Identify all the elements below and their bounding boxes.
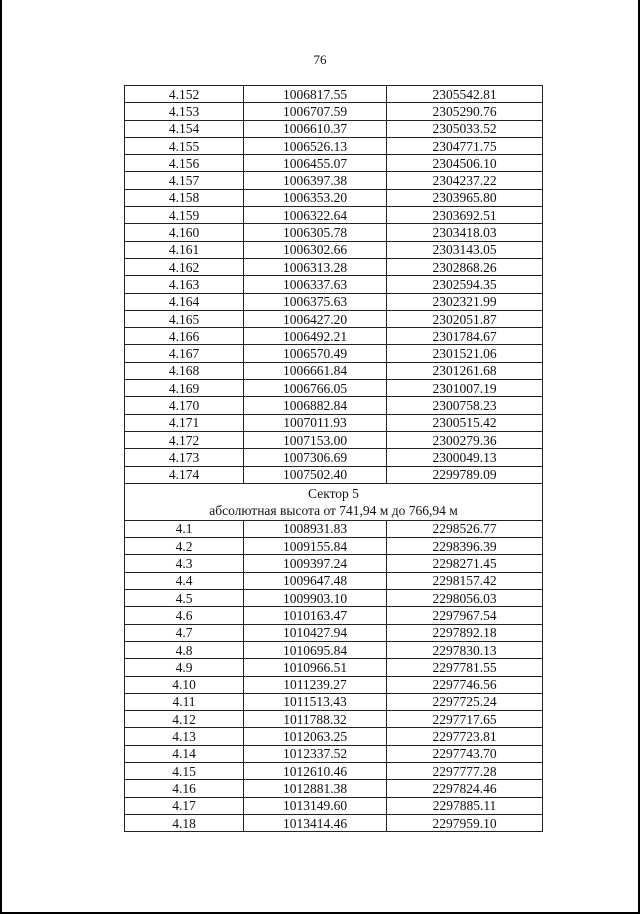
table-row <box>125 414 543 431</box>
table-row <box>125 555 543 572</box>
table-row <box>125 676 543 693</box>
sector-header-row <box>125 483 543 520</box>
y-coordinate-cell: 2303965.80 <box>387 189 543 206</box>
table-section-a <box>125 86 543 484</box>
point-number-cell: 4.2 <box>125 538 244 555</box>
y-coordinate-cell: 2298271.45 <box>387 555 543 572</box>
y-coordinate-cell: 2297892.18 <box>387 624 543 641</box>
point-number-cell: 4.172 <box>125 431 244 448</box>
x-coordinate-cell: 1008931.83 <box>244 520 387 537</box>
x-coordinate-cell: 1006526.13 <box>244 137 387 154</box>
x-coordinate-cell: 1007153.00 <box>244 431 387 448</box>
x-coordinate-cell: 1006882.84 <box>244 397 387 414</box>
point-number-cell: 4.153 <box>125 103 244 120</box>
point-number-cell: 4.170 <box>125 397 244 414</box>
table-row <box>125 276 543 293</box>
point-number-cell: 4.161 <box>125 241 244 258</box>
x-coordinate-cell: 1006305.78 <box>244 224 387 241</box>
x-coordinate-cell: 1013149.60 <box>244 797 387 814</box>
y-coordinate-cell: 2297777.28 <box>387 762 543 779</box>
table-row <box>125 711 543 728</box>
point-number-cell: 4.18 <box>125 814 244 831</box>
point-number-cell: 4.17 <box>125 797 244 814</box>
x-coordinate-cell: 1007502.40 <box>244 466 387 483</box>
y-coordinate-cell: 2298396.39 <box>387 538 543 555</box>
point-number-cell: 4.4 <box>125 572 244 589</box>
point-number-cell: 4.174 <box>125 466 244 483</box>
point-number-cell: 4.158 <box>125 189 244 206</box>
x-coordinate-cell: 1006337.63 <box>244 276 387 293</box>
y-coordinate-cell: 2298157.42 <box>387 572 543 589</box>
x-coordinate-cell: 1012337.52 <box>244 745 387 762</box>
point-number-cell: 4.152 <box>125 86 244 103</box>
table-row <box>125 520 543 537</box>
x-coordinate-cell: 1006313.28 <box>244 258 387 275</box>
table-row <box>125 380 543 397</box>
x-coordinate-cell: 1006353.20 <box>244 189 387 206</box>
y-coordinate-cell: 2297959.10 <box>387 814 543 831</box>
point-number-cell: 4.164 <box>125 293 244 310</box>
table-row <box>125 728 543 745</box>
y-coordinate-cell: 2297824.46 <box>387 780 543 797</box>
point-number-cell: 4.11 <box>125 693 244 710</box>
table-row <box>125 797 543 814</box>
y-coordinate-cell: 2297885.11 <box>387 797 543 814</box>
point-number-cell: 4.13 <box>125 728 244 745</box>
point-number-cell: 4.159 <box>125 207 244 224</box>
point-number-cell: 4.171 <box>125 414 244 431</box>
point-number-cell: 4.165 <box>125 310 244 327</box>
sector-header-section <box>125 483 543 520</box>
table-row <box>125 624 543 641</box>
y-coordinate-cell: 2302594.35 <box>387 276 543 293</box>
point-number-cell: 4.1 <box>125 520 244 537</box>
table-row <box>125 814 543 831</box>
y-coordinate-cell: 2297746.56 <box>387 676 543 693</box>
x-coordinate-cell: 1006322.64 <box>244 207 387 224</box>
x-coordinate-cell: 1006427.20 <box>244 310 387 327</box>
y-coordinate-cell: 2298056.03 <box>387 590 543 607</box>
table-row <box>125 590 543 607</box>
x-coordinate-cell: 1006492.21 <box>244 328 387 345</box>
table-row <box>125 659 543 676</box>
point-number-cell: 4.6 <box>125 607 244 624</box>
table-row <box>125 449 543 466</box>
table-row <box>125 745 543 762</box>
table-row <box>125 155 543 172</box>
y-coordinate-cell: 2302321.99 <box>387 293 543 310</box>
x-coordinate-cell: 1010695.84 <box>244 641 387 658</box>
point-number-cell: 4.156 <box>125 155 244 172</box>
table-row <box>125 310 543 327</box>
x-coordinate-cell: 1006455.07 <box>244 155 387 172</box>
table-row <box>125 328 543 345</box>
point-number-cell: 4.16 <box>125 780 244 797</box>
table-row <box>125 362 543 379</box>
table-row <box>125 189 543 206</box>
y-coordinate-cell: 2300515.42 <box>387 414 543 431</box>
x-coordinate-cell: 1006766.05 <box>244 380 387 397</box>
x-coordinate-cell: 1010163.47 <box>244 607 387 624</box>
x-coordinate-cell: 1013414.46 <box>244 814 387 831</box>
table-row <box>125 120 543 137</box>
x-coordinate-cell: 1011239.27 <box>244 676 387 693</box>
y-coordinate-cell: 2297967.54 <box>387 607 543 624</box>
point-number-cell: 4.7 <box>125 624 244 641</box>
point-number-cell: 4.154 <box>125 120 244 137</box>
y-coordinate-cell: 2304771.75 <box>387 137 543 154</box>
y-coordinate-cell: 2303418.03 <box>387 224 543 241</box>
point-number-cell: 4.167 <box>125 345 244 362</box>
table-row <box>125 466 543 483</box>
point-number-cell: 4.14 <box>125 745 244 762</box>
x-coordinate-cell: 1011788.32 <box>244 711 387 728</box>
table-row <box>125 431 543 448</box>
table-section-b <box>125 520 543 831</box>
y-coordinate-cell: 2300049.13 <box>387 449 543 466</box>
x-coordinate-cell: 1009155.84 <box>244 538 387 555</box>
page-number: 76 <box>313 52 327 67</box>
point-number-cell: 4.155 <box>125 137 244 154</box>
point-number-cell: 4.168 <box>125 362 244 379</box>
y-coordinate-cell: 2302051.87 <box>387 310 543 327</box>
x-coordinate-cell: 1006610.37 <box>244 120 387 137</box>
y-coordinate-cell: 2304506.10 <box>387 155 543 172</box>
y-coordinate-cell: 2297717.65 <box>387 711 543 728</box>
table-row <box>125 538 543 555</box>
x-coordinate-cell: 1010966.51 <box>244 659 387 676</box>
point-number-cell: 4.12 <box>125 711 244 728</box>
y-coordinate-cell: 2301261.68 <box>387 362 543 379</box>
point-number-cell: 4.160 <box>125 224 244 241</box>
x-coordinate-cell: 1006375.63 <box>244 293 387 310</box>
y-coordinate-cell: 2305290.76 <box>387 103 543 120</box>
table-row <box>125 241 543 258</box>
x-coordinate-cell: 1006661.84 <box>244 362 387 379</box>
y-coordinate-cell: 2297723.81 <box>387 728 543 745</box>
table-row <box>125 397 543 414</box>
x-coordinate-cell: 1009397.24 <box>244 555 387 572</box>
x-coordinate-cell: 1006397.38 <box>244 172 387 189</box>
table-row <box>125 258 543 275</box>
sector-subtitle: абсолютная высота от 741,94 м до 766,94 м <box>209 502 458 518</box>
point-number-cell: 4.163 <box>125 276 244 293</box>
table-row <box>125 137 543 154</box>
point-number-cell: 4.8 <box>125 641 244 658</box>
point-number-cell: 4.15 <box>125 762 244 779</box>
table-row <box>125 207 543 224</box>
point-number-cell: 4.169 <box>125 380 244 397</box>
y-coordinate-cell: 2297830.13 <box>387 641 543 658</box>
y-coordinate-cell: 2297781.55 <box>387 659 543 676</box>
y-coordinate-cell: 2299789.09 <box>387 466 543 483</box>
point-number-cell: 4.9 <box>125 659 244 676</box>
table-row <box>125 607 543 624</box>
point-number-cell: 4.10 <box>125 676 244 693</box>
table-row <box>125 293 543 310</box>
x-coordinate-cell: 1006817.55 <box>244 86 387 103</box>
point-number-cell: 4.157 <box>125 172 244 189</box>
x-coordinate-cell: 1009903.10 <box>244 590 387 607</box>
y-coordinate-cell: 2305542.81 <box>387 86 543 103</box>
x-coordinate-cell: 1012610.46 <box>244 762 387 779</box>
point-number-cell: 4.162 <box>125 258 244 275</box>
scan-border-left <box>0 0 2 914</box>
y-coordinate-cell: 2301784.67 <box>387 328 543 345</box>
table-row <box>125 641 543 658</box>
y-coordinate-cell: 2297725.24 <box>387 693 543 710</box>
y-coordinate-cell: 2303692.51 <box>387 207 543 224</box>
table-row <box>125 693 543 710</box>
x-coordinate-cell: 1006707.59 <box>244 103 387 120</box>
table-row <box>125 762 543 779</box>
x-coordinate-cell: 1009647.48 <box>244 572 387 589</box>
table-row <box>125 86 543 103</box>
x-coordinate-cell: 1006570.49 <box>244 345 387 362</box>
x-coordinate-cell: 1012063.25 <box>244 728 387 745</box>
y-coordinate-cell: 2298526.77 <box>387 520 543 537</box>
y-coordinate-cell: 2303143.05 <box>387 241 543 258</box>
y-coordinate-cell: 2302868.26 <box>387 258 543 275</box>
y-coordinate-cell: 2305033.52 <box>387 120 543 137</box>
table-row <box>125 172 543 189</box>
sector-header-cell <box>125 483 543 520</box>
point-number-cell: 4.3 <box>125 555 244 572</box>
y-coordinate-cell: 2300279.36 <box>387 431 543 448</box>
y-coordinate-cell: 2301521.06 <box>387 345 543 362</box>
table-row <box>125 345 543 362</box>
sector-title: Сектор 5 <box>308 485 359 501</box>
point-number-cell: 4.166 <box>125 328 244 345</box>
point-number-cell: 4.5 <box>125 590 244 607</box>
x-coordinate-cell: 1012881.38 <box>244 780 387 797</box>
y-coordinate-cell: 2301007.19 <box>387 380 543 397</box>
x-coordinate-cell: 1007011.93 <box>244 414 387 431</box>
point-number-cell: 4.173 <box>125 449 244 466</box>
x-coordinate-cell: 1006302.66 <box>244 241 387 258</box>
y-coordinate-cell: 2297743.70 <box>387 745 543 762</box>
table-row <box>125 572 543 589</box>
table-row <box>125 224 543 241</box>
x-coordinate-cell: 1011513.43 <box>244 693 387 710</box>
y-coordinate-cell: 2304237.22 <box>387 172 543 189</box>
table-row <box>125 780 543 797</box>
x-coordinate-cell: 1010427.94 <box>244 624 387 641</box>
table-row <box>125 103 543 120</box>
coordinates-table <box>124 85 543 832</box>
y-coordinate-cell: 2300758.23 <box>387 397 543 414</box>
x-coordinate-cell: 1007306.69 <box>244 449 387 466</box>
